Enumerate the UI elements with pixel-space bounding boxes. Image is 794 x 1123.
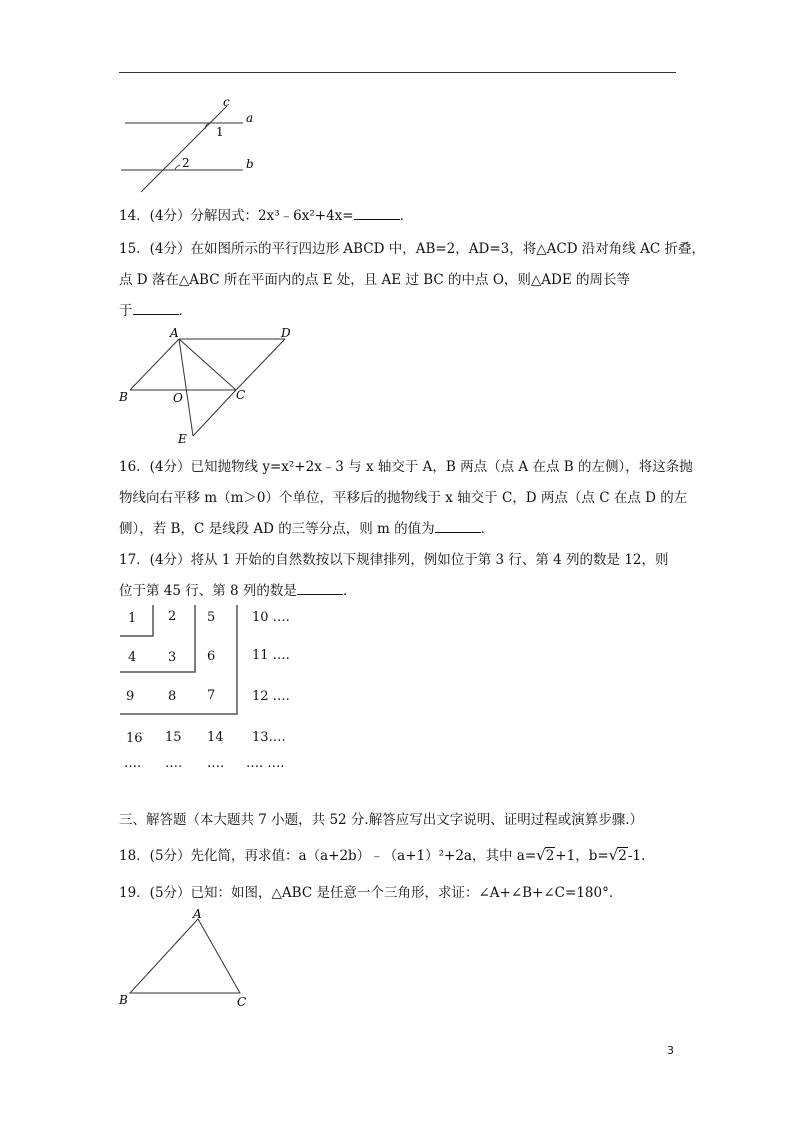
parallelogram-figure — [115, 324, 305, 448]
grid-cell: 1 — [128, 611, 137, 626]
answer-blank — [297, 581, 343, 595]
question-14: 14．(4分）分解因式：2x³﹣6x²+4x= ． — [119, 208, 414, 224]
label-angle-1: 1 — [216, 125, 224, 139]
label-C: C — [236, 388, 246, 402]
label-O: O — [173, 391, 183, 405]
question-16-line-3: 侧），若 B，C 是线段 AD 的三等分点，则 m 的值为 ． — [119, 521, 495, 537]
grid-cell: 4 — [128, 650, 137, 665]
label-C: C — [237, 995, 247, 1009]
label-B: B — [119, 390, 128, 404]
label-B: B — [119, 993, 128, 1007]
grid-cell: …. — [124, 756, 142, 771]
label-A: A — [193, 907, 202, 921]
label-c: c — [223, 95, 230, 109]
question-15-line-3: 于 ． — [119, 303, 192, 319]
label-angle-2: 2 — [182, 156, 190, 170]
grid-cell: 15 — [165, 730, 182, 745]
grid-cell: 6 — [207, 649, 216, 664]
label-D: D — [281, 326, 291, 340]
grid-cell: 3 — [168, 650, 177, 665]
label-a: a — [246, 111, 254, 125]
sqrt-icon: √ — [536, 846, 546, 864]
grid-cell: 5 — [207, 610, 216, 625]
grid-cell: 12 …. — [252, 689, 290, 704]
answer-blank — [435, 519, 481, 533]
question-15-line-2: 点 D 落在△ABC 所在平面内的点 E 处，且 AE 过 BC 的中点 O，则△ADE 的周长等 — [119, 272, 630, 288]
grid-cell: 16 — [126, 731, 143, 746]
question-17-line-2: 位于第 45 行、第 8 列的数是 ． — [119, 583, 357, 599]
question-17-line-1: 17．(4分）将从 1 开始的自然数按以下规律排列，例如位于第 3 行、第 4 列的数是 12，则 — [119, 552, 669, 568]
question-19: 19．(5分）已知：如图，△ABC 是任意一个三角形，求证：∠A+∠B+∠C=180°． — [119, 885, 623, 901]
question-16-line-1: 16．(4分）已知抛物线 y=x²+2x﹣3 与 x 轴交于 A，B 两点（点 A 在点 B 的左侧），将这条抛 — [119, 459, 693, 475]
grid-cell: 11 …. — [252, 648, 290, 663]
grid-cell: …. …. — [246, 756, 285, 771]
grid-cell: 7 — [207, 688, 216, 703]
grid-cell: 10 …. — [252, 610, 290, 625]
answer-blank — [354, 206, 400, 220]
number-grid-figure — [119, 604, 319, 774]
label-E: E — [178, 432, 187, 446]
label-A: A — [170, 326, 179, 340]
triangle-figure — [115, 906, 260, 1010]
grid-cell: 8 — [168, 689, 177, 704]
answer-blank — [133, 301, 179, 315]
label-b: b — [246, 157, 254, 171]
header-rule — [119, 72, 676, 73]
question-16-line-2: 物线向右平移 m（m＞0）个单位，平移后的抛物线于 x 轴交于 C，D 两点（点 C 在点 D 的左 — [119, 490, 688, 506]
grid-cell: 9 — [126, 689, 135, 704]
parallel-lines-figure — [115, 92, 265, 196]
grid-cell: 2 — [168, 609, 177, 624]
sqrt-icon: √ — [608, 846, 619, 864]
grid-cell: …. — [207, 756, 225, 771]
grid-cell: …. — [165, 756, 183, 771]
grid-cell: 14 — [207, 730, 224, 745]
question-15-line-1: 15．(4分）在如图所示的平行四边形 ABCD 中，AB=2，AD=3，将△ACD 沿对角线 AC 折叠， — [119, 241, 705, 257]
page-number: 3 — [667, 1044, 674, 1057]
section-3-heading: 三、解答题（本大题共 7 小题，共 52 分.解答应写出文字说明、证明过程或演算步骤.） — [119, 812, 644, 828]
question-18: 18．(5分）先化简，再求值：a（a+2b）﹣（a+1）²+2a，其中 a=√2+1，b=√2-1. — [119, 846, 646, 864]
grid-cell: 13…. — [252, 730, 286, 745]
